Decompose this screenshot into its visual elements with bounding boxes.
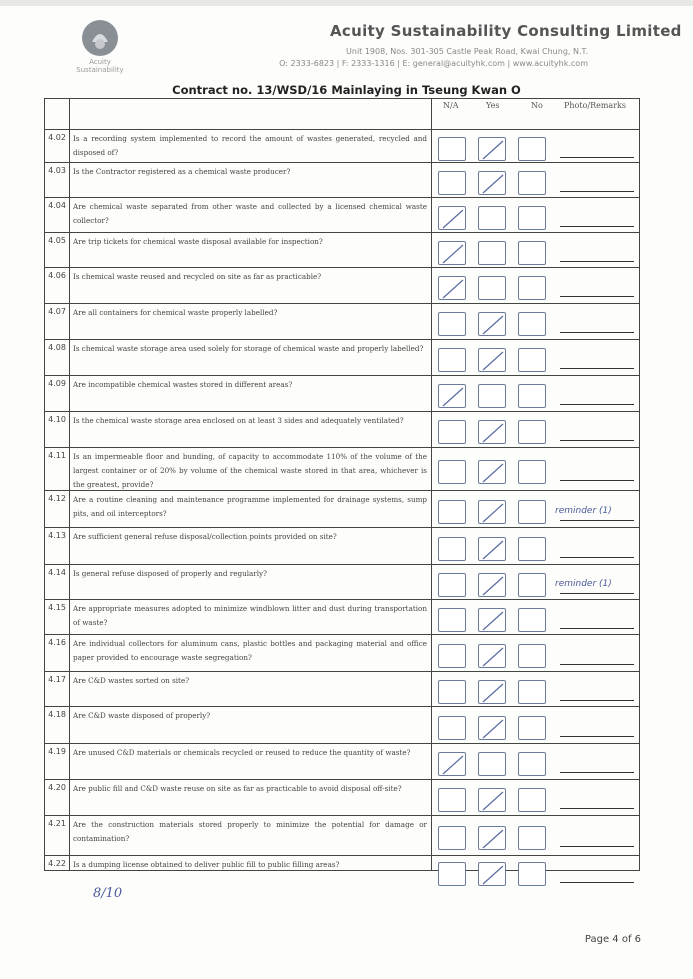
remark-line <box>560 261 634 262</box>
item-number: 4.08 <box>48 343 66 352</box>
item-number: 4.14 <box>48 568 66 577</box>
remark-line <box>560 520 634 521</box>
check-mark-icon <box>479 574 507 598</box>
checklist-row <box>45 162 639 198</box>
checkbox-yes[interactable] <box>478 276 506 300</box>
remark-line <box>560 593 634 594</box>
checkbox-yes[interactable] <box>478 716 506 740</box>
company-address <box>279 46 588 70</box>
check-mark-icon <box>479 681 507 705</box>
check-mark-icon <box>479 349 507 373</box>
item-number: 4.02 <box>48 133 66 142</box>
checkbox-yes[interactable] <box>478 137 506 161</box>
item-question: Is general refuse disposed of properly and regularly? <box>73 569 267 578</box>
remark-line <box>560 557 634 558</box>
logo-icon <box>80 18 120 58</box>
checkbox-yes[interactable] <box>478 460 506 484</box>
checkbox-no[interactable] <box>518 573 546 597</box>
checkbox-yes[interactable] <box>478 171 506 195</box>
contract-title: Contract no. 13/WSD/16 Mainlaying in Tseung Kwan O <box>172 83 521 97</box>
item-number: 4.10 <box>48 415 66 424</box>
item-question: Are sufficient general refuse disposal/collection points provided on site? <box>73 532 337 541</box>
checkbox-no[interactable] <box>518 500 546 524</box>
item-number: 4.18 <box>48 710 66 719</box>
checklist-row <box>45 339 639 376</box>
remark-line <box>560 191 634 192</box>
checklist-row <box>45 634 639 672</box>
remark-line <box>560 296 634 297</box>
item-question: Are C&D waste disposed of properly? <box>73 711 211 720</box>
item-question: Are all containers for chemical waste properly labelled? <box>73 308 278 317</box>
checklist-row <box>45 706 639 744</box>
header-no: No <box>531 101 543 110</box>
check-mark-icon <box>479 421 507 445</box>
logo-text: Acuity <box>89 58 111 66</box>
check-mark-icon <box>439 242 467 266</box>
check-mark-icon <box>479 461 507 485</box>
checkbox-no[interactable] <box>518 312 546 336</box>
remark-line <box>560 226 634 227</box>
item-question: Is chemical waste storage area used solely for storage of chemical waste and properly labelled? <box>73 344 424 353</box>
checklist-row <box>45 490 639 528</box>
item-number: 4.15 <box>48 603 66 612</box>
checkbox-na[interactable] <box>438 312 466 336</box>
item-number: 4.17 <box>48 675 66 684</box>
remark-text: reminder (1) <box>555 579 612 589</box>
remark-line <box>560 882 634 883</box>
checkbox-no[interactable] <box>518 276 546 300</box>
checkbox-na[interactable] <box>438 716 466 740</box>
remark-line <box>560 736 634 737</box>
checkbox-no[interactable] <box>518 644 546 668</box>
remark-text: reminder (1) <box>555 506 612 516</box>
item-number: 4.20 <box>48 783 66 792</box>
header-yes: Yes <box>486 101 500 110</box>
item-number: 4.22 <box>48 859 66 868</box>
company-name: Acuity Sustainability Consulting Limited <box>330 22 682 40</box>
item-question: Are individual collectors for aluminum cans, plastic bottles and packaging material and office paper provided to encourage waste segregation? <box>73 639 427 662</box>
item-question: Is the Contractor registered as a chemical waste producer? <box>73 167 291 176</box>
item-number: 4.11 <box>48 451 66 460</box>
checklist-row <box>45 267 639 304</box>
checkbox-no[interactable] <box>518 788 546 812</box>
item-question: Are a routine cleaning and maintenance programme implemented for drainage systems, sump pits, and oil interceptors? <box>73 495 427 518</box>
checkbox-na[interactable] <box>438 137 466 161</box>
checkbox-na[interactable] <box>438 680 466 704</box>
check-mark-icon <box>439 385 467 409</box>
checkbox-no[interactable] <box>518 348 546 372</box>
check-mark-icon <box>479 789 507 813</box>
check-mark-icon <box>479 172 507 196</box>
checkbox-yes[interactable] <box>478 826 506 850</box>
contact-line: O: 2333-6823 | F: 2333-1316 | E: general@acuityhk.com | www.acuityhk.com <box>279 59 588 68</box>
checkbox-na[interactable] <box>438 644 466 668</box>
address-line: Unit 1908, Nos. 301-305 Castle Peak Road, Kwai Chung, N.T. <box>346 47 588 56</box>
checklist-row <box>45 743 639 780</box>
remark-line <box>560 404 634 405</box>
checkbox-no[interactable] <box>518 171 546 195</box>
checkbox-na[interactable] <box>438 206 466 230</box>
item-question: Are incompatible chemical wastes stored in different areas? <box>73 380 293 389</box>
checkbox-yes[interactable] <box>478 644 506 668</box>
checkbox-no[interactable] <box>518 420 546 444</box>
item-question: Is a recording system implemented to record the amount of wastes generated, recycled and disposed of? <box>73 134 427 157</box>
checkbox-na[interactable] <box>438 276 466 300</box>
remark-line <box>560 664 634 665</box>
checkbox-yes[interactable] <box>478 573 506 597</box>
item-number: 4.19 <box>48 747 66 756</box>
checkbox-yes[interactable] <box>478 384 506 408</box>
item-question: Is chemical waste reused and recycled on site as far as practicable? <box>73 272 322 281</box>
item-number: 4.09 <box>48 379 66 388</box>
logo-subtext: Sustainability <box>76 66 124 74</box>
checkbox-na[interactable] <box>438 460 466 484</box>
checklist-table <box>44 98 640 871</box>
remark-line <box>560 846 634 847</box>
checkbox-yes[interactable] <box>478 312 506 336</box>
item-number: 4.06 <box>48 271 66 280</box>
item-number: 4.16 <box>48 638 66 647</box>
checklist-row <box>45 375 639 412</box>
remark-line <box>560 628 634 629</box>
checkbox-yes[interactable] <box>478 206 506 230</box>
checkbox-no[interactable] <box>518 680 546 704</box>
checkbox-na[interactable] <box>438 608 466 632</box>
check-mark-icon <box>479 645 507 669</box>
checkbox-na[interactable] <box>438 788 466 812</box>
checklist-row <box>45 527 639 565</box>
check-mark-icon <box>479 313 507 337</box>
checkbox-no[interactable] <box>518 241 546 265</box>
checklist-row <box>45 671 639 707</box>
item-question: Are public fill and C&D waste reuse on site as far as practicable to avoid disposal off-site? <box>73 784 402 793</box>
item-question: Are trip tickets for chemical waste disposal available for inspection? <box>73 237 323 246</box>
check-mark-icon <box>439 207 467 231</box>
checkbox-no[interactable] <box>518 826 546 850</box>
checkbox-na[interactable] <box>438 537 466 561</box>
checkbox-no[interactable] <box>518 716 546 740</box>
checklist-row <box>45 129 639 163</box>
checklist-row <box>45 855 639 871</box>
checkbox-na[interactable] <box>438 500 466 524</box>
check-mark-icon <box>439 277 467 301</box>
checklist-row <box>45 815 639 856</box>
item-question: Are unused C&D materials or chemicals recycled or reused to reduce the quantity of waste? <box>73 748 411 757</box>
checklist-row <box>45 564 639 600</box>
checkbox-no[interactable] <box>518 384 546 408</box>
checklist-row <box>45 779 639 816</box>
checkbox-yes[interactable] <box>478 862 506 886</box>
checkbox-no[interactable] <box>518 752 546 776</box>
checkbox-yes[interactable] <box>478 348 506 372</box>
remark-line <box>560 440 634 441</box>
checklist-row <box>45 197 639 233</box>
item-number: 4.21 <box>48 819 66 828</box>
checkbox-na[interactable] <box>438 420 466 444</box>
checkbox-yes[interactable] <box>478 608 506 632</box>
checkbox-no[interactable] <box>518 537 546 561</box>
item-question: Are chemical waste separated from other waste and collected by a licensed chemical waste collector? <box>73 202 427 225</box>
checkbox-yes[interactable] <box>478 500 506 524</box>
page-number: Page 4 of 6 <box>584 934 641 945</box>
remark-line <box>560 700 634 701</box>
checklist-row <box>45 447 639 491</box>
item-number: 4.03 <box>48 166 66 175</box>
item-number: 4.12 <box>48 494 66 503</box>
checkbox-na[interactable] <box>438 241 466 265</box>
remark-line <box>560 157 634 158</box>
checklist-row <box>45 232 639 268</box>
checkbox-na[interactable] <box>438 573 466 597</box>
checkbox-na[interactable] <box>438 348 466 372</box>
check-mark-icon <box>479 863 507 887</box>
checkbox-yes[interactable] <box>478 241 506 265</box>
remark-line <box>560 368 634 369</box>
scan-edge <box>0 0 693 6</box>
check-mark-icon <box>479 138 507 162</box>
checkbox-yes[interactable] <box>478 752 506 776</box>
remark-line <box>560 332 634 333</box>
item-question: Is a dumping license obtained to deliver public fill to public filling areas? <box>73 860 340 869</box>
checkbox-yes[interactable] <box>478 420 506 444</box>
checklist-row <box>45 303 639 340</box>
item-question: Is an impermeable floor and bunding, of capacity to accommodate 110% of the volume of the largest container or of 20% by volume of the chemical waste stored in that area, whichever is the greatest, provide? <box>73 452 427 489</box>
item-question: Are the construction materials stored properly to minimize the potential for damage or contamination? <box>73 820 427 843</box>
checkbox-no[interactable] <box>518 460 546 484</box>
checkbox-no[interactable] <box>518 608 546 632</box>
check-mark-icon <box>479 827 507 851</box>
checkbox-yes[interactable] <box>478 680 506 704</box>
checkbox-no[interactable] <box>518 137 546 161</box>
item-question: Are C&D wastes sorted on site? <box>73 676 190 685</box>
checkbox-no[interactable] <box>518 206 546 230</box>
checkbox-na[interactable] <box>438 384 466 408</box>
item-number: 4.13 <box>48 531 66 540</box>
checkbox-yes[interactable] <box>478 537 506 561</box>
remark-line <box>560 772 634 773</box>
item-number: 4.05 <box>48 236 66 245</box>
check-mark-icon <box>479 717 507 741</box>
remark-line <box>560 480 634 481</box>
handwritten-score: 8/10 <box>93 886 123 901</box>
checkbox-na[interactable] <box>438 826 466 850</box>
checklist-row <box>45 411 639 448</box>
check-mark-icon <box>439 753 467 777</box>
checkbox-na[interactable] <box>438 862 466 886</box>
check-mark-icon <box>479 538 507 562</box>
checkbox-na[interactable] <box>438 752 466 776</box>
item-number: 4.04 <box>48 201 66 210</box>
checkbox-yes[interactable] <box>478 788 506 812</box>
checkbox-na[interactable] <box>438 171 466 195</box>
header-na: N/A <box>443 101 459 110</box>
item-question: Is the chemical waste storage area enclosed on at least 3 sides and adequately ventilated? <box>73 416 404 425</box>
check-mark-icon <box>479 501 507 525</box>
check-mark-icon <box>479 609 507 633</box>
item-number: 4.07 <box>48 307 66 316</box>
remark-line <box>560 808 634 809</box>
item-question: Are appropriate measures adopted to minimize windblown litter and dust during transportation of waste? <box>73 604 427 627</box>
header-remarks: Photo/Remarks <box>564 101 626 110</box>
checklist-row <box>45 599 639 635</box>
checkbox-no[interactable] <box>518 862 546 886</box>
company-logo <box>70 18 130 78</box>
